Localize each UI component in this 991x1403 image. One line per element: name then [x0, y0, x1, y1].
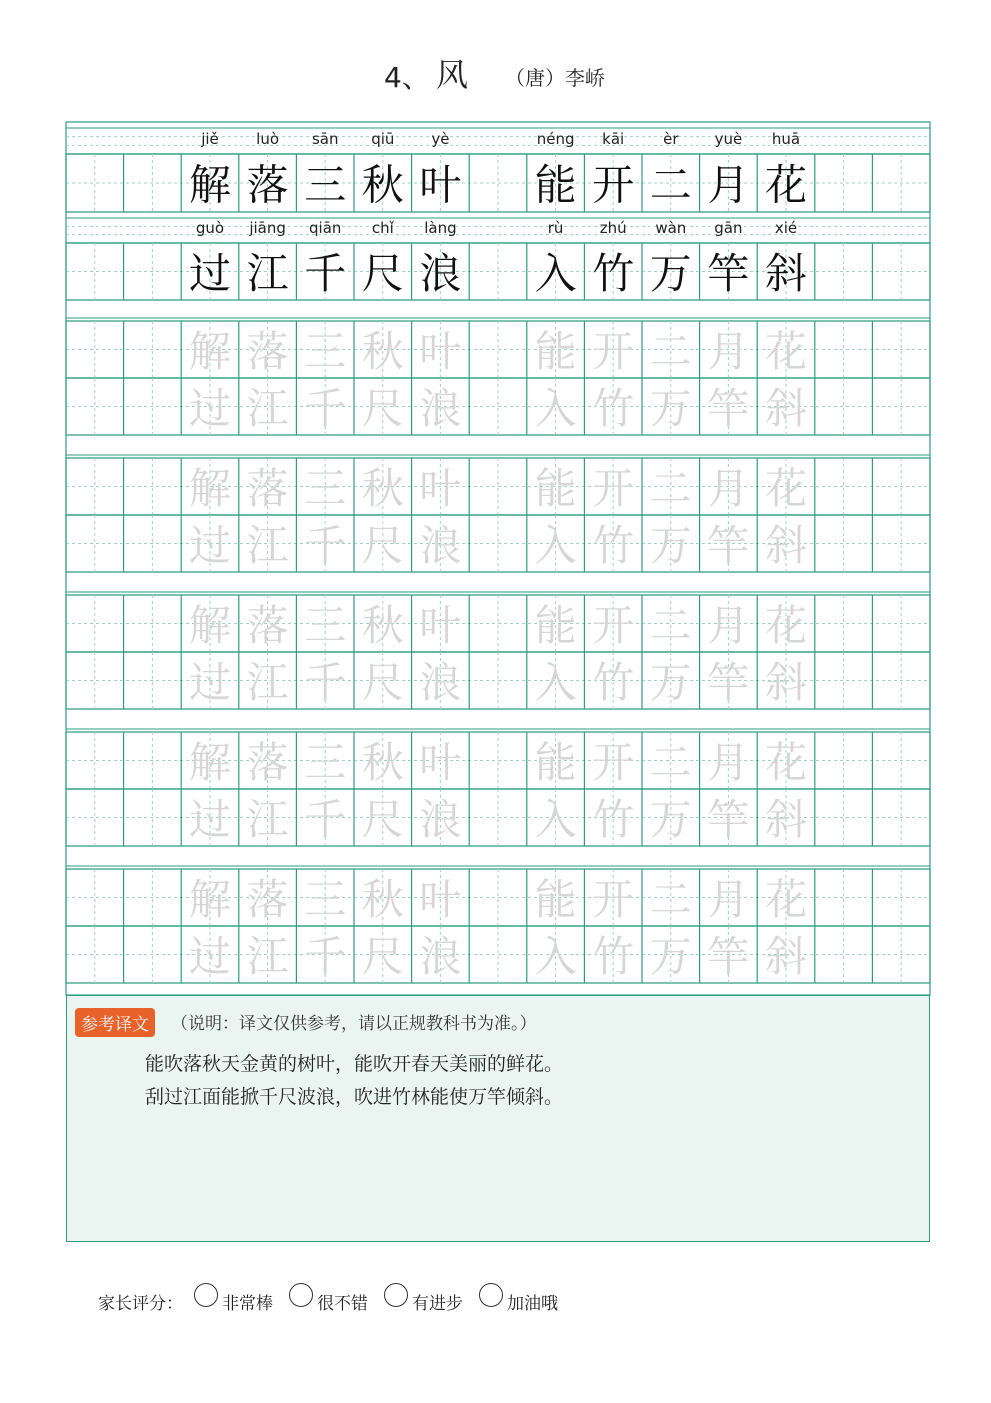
pinyin-syllable: yè	[431, 130, 450, 148]
pinyin-syllable: rù	[547, 219, 564, 237]
trace-line-1-char: 叶	[419, 464, 462, 513]
trace-line-2-char: 江	[246, 932, 289, 981]
trace-line-1-char: 月	[707, 875, 750, 924]
trace-line-2-char: 千	[304, 658, 347, 707]
trace-line-1-char: 二	[649, 738, 692, 787]
poem-line-2-char: 万	[649, 249, 692, 298]
pinyin-syllable: jiāng	[249, 219, 286, 237]
trace-line-1-char: 秋	[361, 875, 404, 924]
trace-line-1-char: 解	[188, 464, 232, 513]
reference-note: （说明：译文仅供参考，请以正规教科书为准。）	[171, 1014, 537, 1034]
trace-line-1-char: 三	[304, 875, 347, 924]
trace-line-1-char: 落	[246, 738, 289, 787]
trace-line-2-char: 竹	[592, 384, 635, 433]
rating-label: 家长评分：	[98, 1294, 183, 1314]
poem-line-1-char: 花	[764, 160, 808, 210]
pinyin-syllable: èr	[663, 130, 679, 148]
trace-line-1-char: 花	[764, 601, 808, 650]
trace-line-1-char: 月	[707, 738, 750, 787]
poem-line-2-char: 竿	[707, 249, 750, 298]
trace-line-1-char: 花	[764, 464, 808, 513]
reference-translation-box	[66, 995, 930, 1242]
trace-line-1-char: 秋	[361, 327, 404, 376]
trace-line-2-char: 竿	[707, 932, 750, 981]
trace-line-2-char: 入	[534, 932, 577, 981]
rating-option-keep-trying[interactable]: 加油哦	[479, 1283, 558, 1314]
trace-line-2-char: 竿	[707, 795, 750, 844]
trace-line-2-char: 过	[188, 658, 232, 707]
trace-line-2-char: 入	[534, 658, 577, 707]
translation-line-2: 刮过江面能掀千尺波浪，吹进竹林能使万竿倾斜。	[145, 1086, 564, 1108]
radio-circle-icon[interactable]	[194, 1283, 218, 1307]
trace-line-1-char: 二	[649, 464, 692, 513]
trace-line-2-char: 斜	[764, 521, 808, 570]
pinyin-syllable: kāi	[602, 130, 625, 148]
poem-line-1-char: 开	[592, 160, 635, 210]
trace-line-1-char: 三	[304, 327, 347, 376]
trace-line-1-char: 解	[188, 601, 232, 650]
poem-line-2-char: 浪	[419, 249, 462, 298]
trace-line-2-char: 尺	[361, 521, 404, 570]
radio-circle-icon[interactable]	[479, 1283, 503, 1307]
pinyin-syllable: xié	[774, 219, 798, 237]
poem-line-2-char: 江	[246, 249, 289, 298]
poem-line-1-char: 解	[188, 160, 232, 210]
trace-line-2-char: 竿	[707, 384, 750, 433]
radio-circle-icon[interactable]	[384, 1283, 408, 1307]
trace-line-2-char: 尺	[361, 932, 404, 981]
translation-line-1: 能吹落秋天金黄的树叶，能吹开春天美丽的鲜花。	[145, 1053, 564, 1075]
trace-line-2-char: 浪	[419, 658, 462, 707]
trace-line-2-char: 入	[534, 384, 577, 433]
poem-line-1-char: 叶	[419, 160, 462, 210]
trace-line-2-char: 斜	[764, 795, 808, 844]
pinyin-syllable: luò	[256, 130, 280, 148]
trace-line-2-char: 千	[304, 521, 347, 570]
trace-line-2-char: 竹	[592, 932, 635, 981]
trace-line-1-char: 月	[707, 327, 750, 376]
poem-line-1-char: 二	[649, 160, 692, 210]
trace-line-1-char: 能	[534, 875, 577, 924]
trace-line-2-char: 尺	[361, 658, 404, 707]
trace-line-1-char: 能	[534, 327, 577, 376]
trace-line-2-char: 斜	[764, 384, 808, 433]
poem-number: 4、	[384, 61, 430, 94]
trace-line-1-char: 二	[649, 601, 692, 650]
trace-line-1-char: 落	[246, 327, 289, 376]
pinyin-syllable: wàn	[655, 219, 687, 237]
trace-line-1-char: 叶	[419, 327, 462, 376]
pinyin-syllable: guò	[195, 219, 225, 237]
trace-line-2-char: 过	[188, 384, 232, 433]
trace-line-2-char: 江	[246, 384, 289, 433]
poem-line-1-char: 月	[707, 160, 750, 210]
trace-line-1-char: 二	[649, 875, 692, 924]
poem-line-1-char: 三	[304, 160, 347, 210]
trace-line-2-char: 尺	[361, 384, 404, 433]
trace-line-2-char: 竿	[707, 658, 750, 707]
trace-line-1-char: 解	[188, 875, 232, 924]
trace-line-1-char: 开	[592, 464, 635, 513]
poem-line-2-char: 千	[304, 249, 347, 298]
trace-line-1-char: 落	[246, 464, 289, 513]
trace-line-2-char: 竹	[592, 795, 635, 844]
pinyin-syllable: zhú	[599, 219, 627, 237]
pinyin-syllable: jiě	[201, 130, 219, 148]
pinyin-syllable: yuè	[714, 130, 743, 148]
trace-line-2-char: 万	[649, 932, 692, 981]
trace-line-1-char: 开	[592, 738, 635, 787]
trace-line-2-char: 竹	[592, 521, 635, 570]
poem-line-2-char: 尺	[361, 249, 404, 298]
trace-line-1-char: 开	[592, 601, 635, 650]
trace-line-2-char: 竿	[707, 521, 750, 570]
poem-line-2-char: 竹	[592, 249, 635, 298]
trace-line-1-char: 叶	[419, 601, 462, 650]
trace-line-1-char: 解	[188, 738, 232, 787]
reference-badge: 参考译文	[75, 1008, 155, 1037]
poem-title: 风	[436, 56, 469, 94]
trace-line-1-char: 花	[764, 875, 808, 924]
trace-line-2-char: 过	[188, 795, 232, 844]
pinyin-syllable: chǐ	[371, 219, 394, 237]
trace-line-1-char: 秋	[361, 464, 404, 513]
trace-line-1-char: 花	[764, 738, 808, 787]
trace-line-2-char: 千	[304, 795, 347, 844]
trace-line-2-char: 江	[246, 658, 289, 707]
trace-line-2-char: 江	[246, 521, 289, 570]
poem-line-2-char: 斜	[764, 249, 808, 298]
trace-line-2-char: 万	[649, 658, 692, 707]
pinyin-syllable: qiū	[371, 130, 395, 148]
trace-line-2-char: 千	[304, 932, 347, 981]
pinyin-syllable: huā	[771, 130, 801, 148]
trace-line-1-char: 开	[592, 875, 635, 924]
rating-option-improving[interactable]: 有进步	[384, 1283, 463, 1314]
trace-line-1-char: 落	[246, 601, 289, 650]
trace-line-1-char: 秋	[361, 601, 404, 650]
trace-line-1-char: 叶	[419, 875, 462, 924]
poem-line-2-char: 入	[534, 249, 577, 298]
trace-line-2-char: 浪	[419, 384, 462, 433]
radio-circle-icon[interactable]	[289, 1283, 313, 1307]
trace-line-1-char: 三	[304, 738, 347, 787]
rating-option-excellent[interactable]: 非常棒	[194, 1283, 273, 1314]
trace-line-2-char: 江	[246, 795, 289, 844]
trace-line-2-char: 浪	[419, 521, 462, 570]
trace-line-1-char: 能	[534, 601, 577, 650]
trace-line-1-char: 能	[534, 738, 577, 787]
trace-line-1-char: 开	[592, 327, 635, 376]
poem-line-1-char: 落	[246, 160, 289, 210]
trace-line-1-char: 三	[304, 464, 347, 513]
pinyin-syllable: qiān	[309, 219, 342, 237]
trace-line-2-char: 浪	[419, 795, 462, 844]
trace-line-2-char: 浪	[419, 932, 462, 981]
trace-line-2-char: 过	[188, 521, 232, 570]
trace-line-2-char: 万	[649, 521, 692, 570]
trace-line-1-char: 秋	[361, 738, 404, 787]
trace-line-2-char: 竹	[592, 658, 635, 707]
trace-line-1-char: 解	[188, 327, 232, 376]
trace-line-2-char: 入	[534, 795, 577, 844]
trace-line-1-char: 能	[534, 464, 577, 513]
trace-line-2-char: 入	[534, 521, 577, 570]
trace-line-2-char: 斜	[764, 658, 808, 707]
poem-line-2-char: 过	[188, 249, 232, 298]
poem-line-1-char: 能	[534, 160, 577, 210]
trace-line-1-char: 二	[649, 327, 692, 376]
rating-option-good[interactable]: 很不错	[289, 1283, 368, 1314]
trace-line-2-char: 尺	[361, 795, 404, 844]
pinyin-syllable: gān	[714, 219, 743, 237]
pinyin-syllable: làng	[424, 219, 457, 237]
trace-line-1-char: 叶	[419, 738, 462, 787]
poem-line-1-char: 秋	[361, 160, 404, 210]
trace-line-2-char: 万	[649, 795, 692, 844]
pinyin-syllable: sān	[311, 130, 339, 148]
trace-line-2-char: 千	[304, 384, 347, 433]
trace-line-2-char: 过	[188, 932, 232, 981]
pinyin-syllable: néng	[536, 130, 575, 148]
trace-line-1-char: 三	[304, 601, 347, 650]
trace-line-2-char: 万	[649, 384, 692, 433]
trace-line-1-char: 花	[764, 327, 808, 376]
trace-line-2-char: 斜	[764, 932, 808, 981]
trace-line-1-char: 落	[246, 875, 289, 924]
poem-author: （唐）李峤	[505, 66, 605, 90]
trace-line-1-char: 月	[707, 464, 750, 513]
trace-line-1-char: 月	[707, 601, 750, 650]
